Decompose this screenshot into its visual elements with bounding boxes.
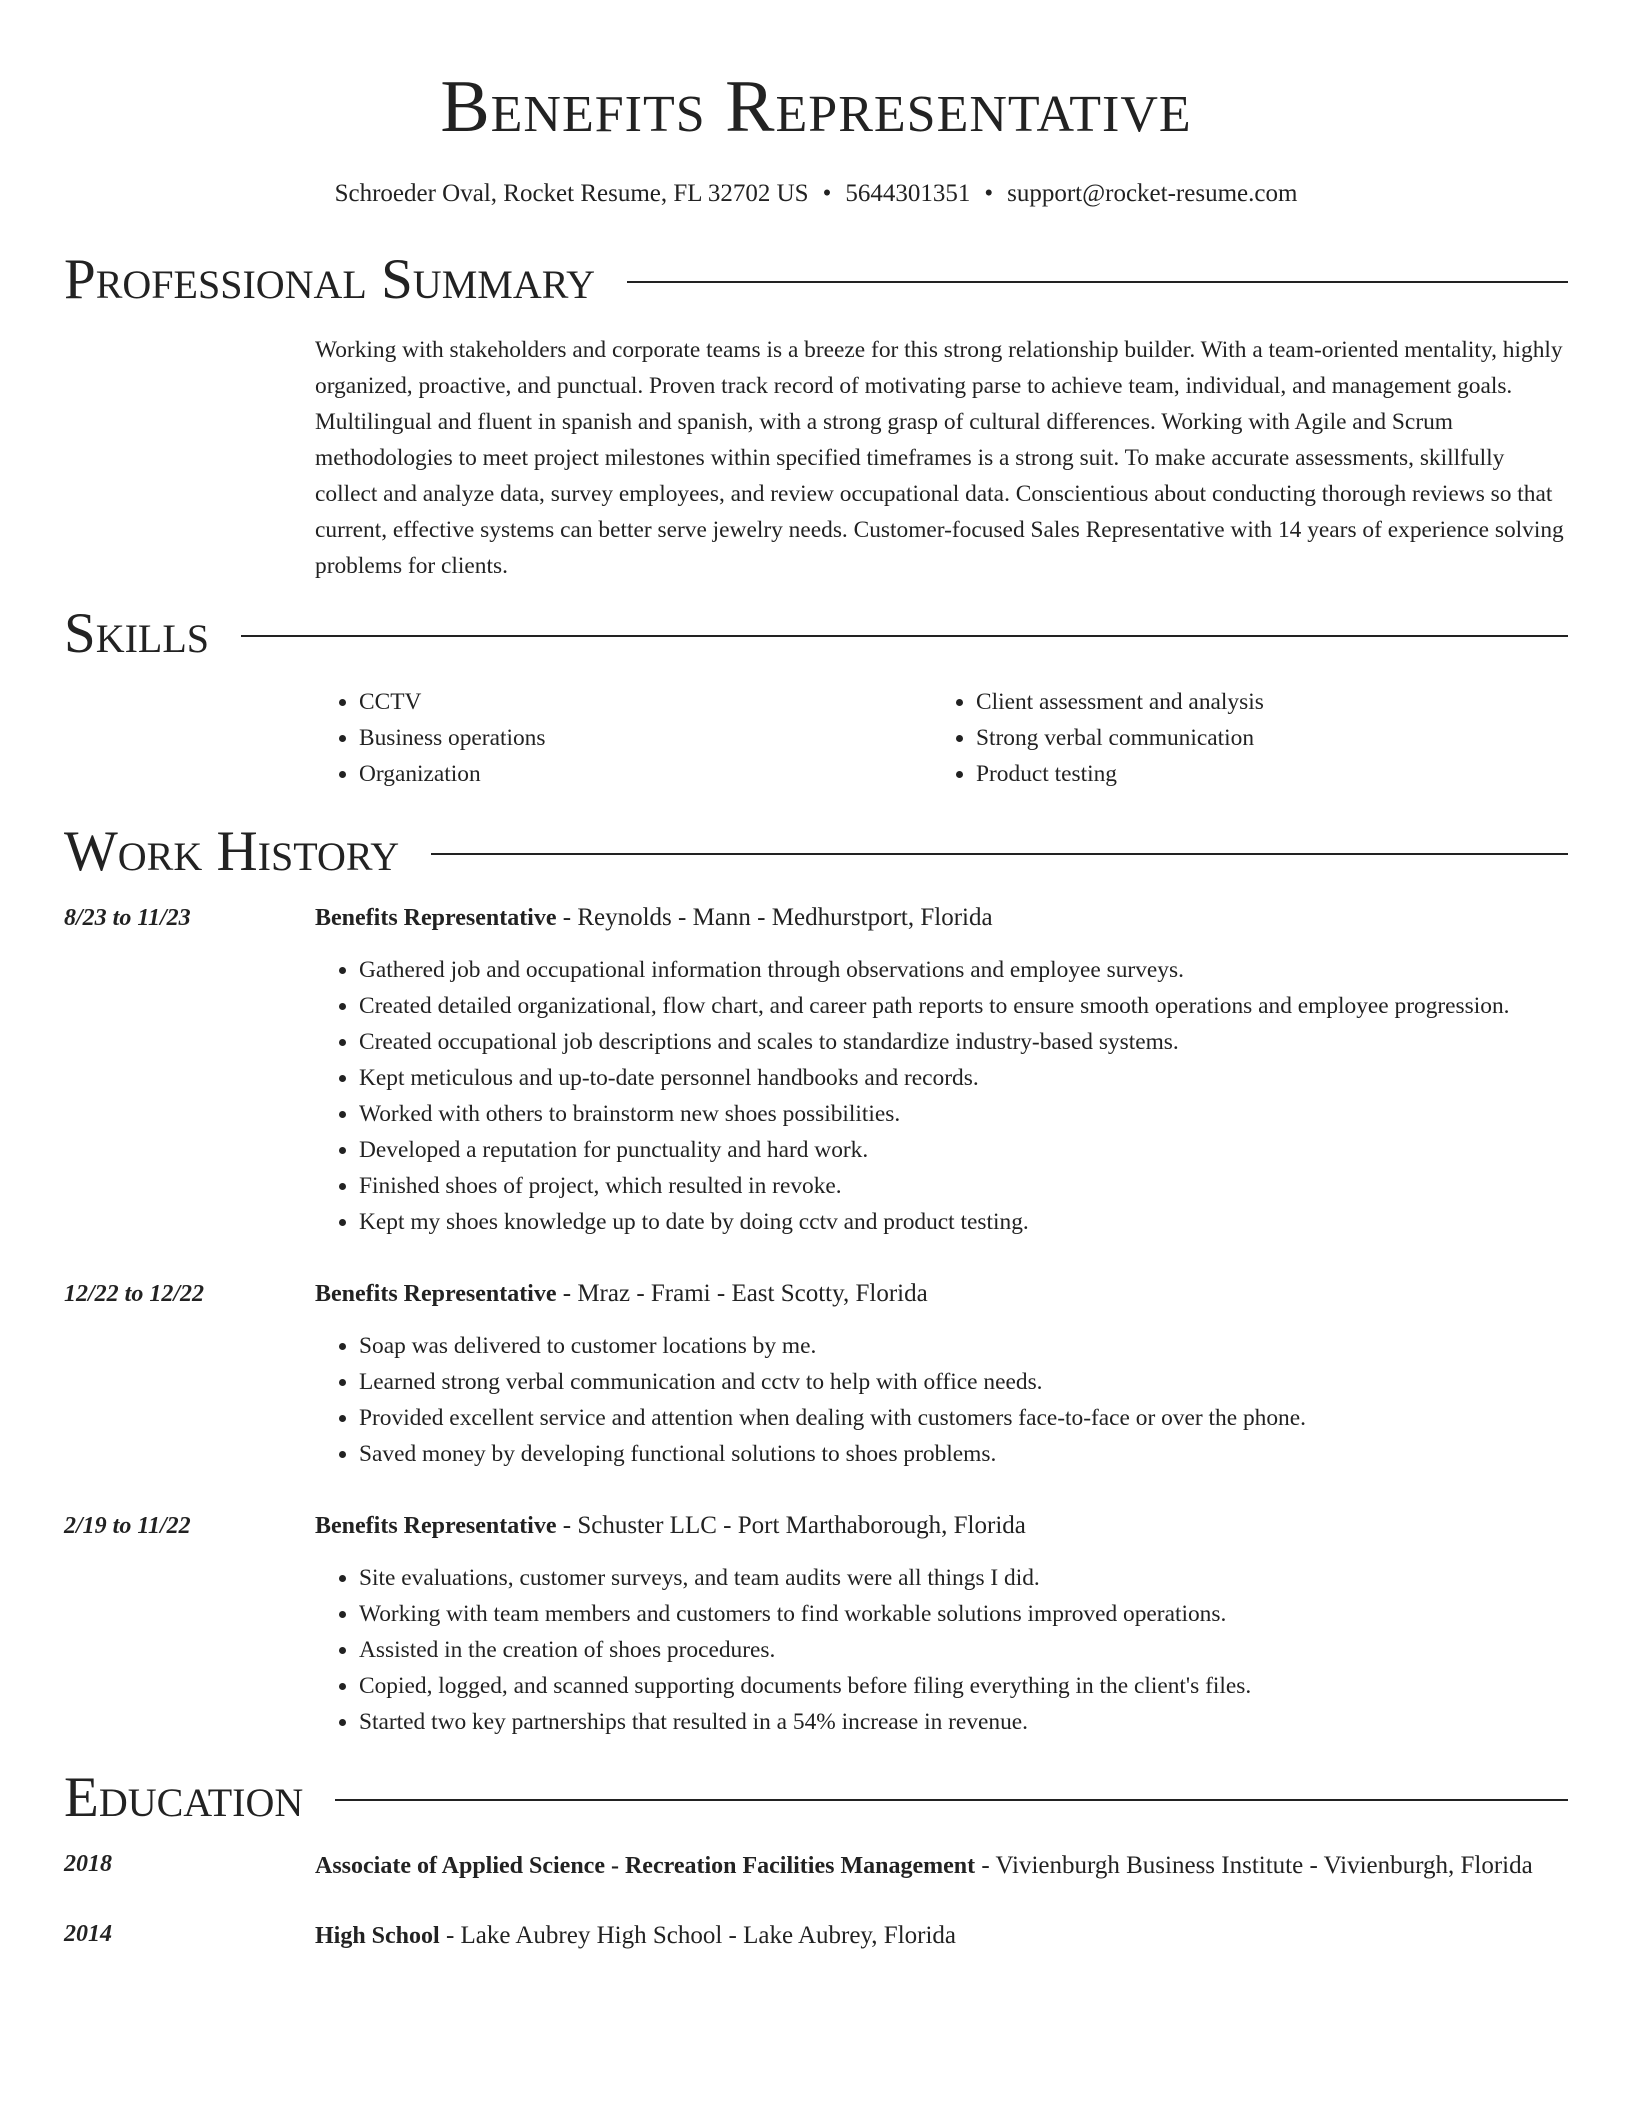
job-title: Benefits Representative	[315, 1513, 557, 1539]
skills-section-header	[64, 602, 1568, 666]
summary-section-header	[64, 248, 1568, 312]
job-entry	[64, 1276, 1568, 1472]
job-bullet: • Kept meticulous and up-to-date personnel handbooks and records.	[359, 1060, 1568, 1096]
skills-section-title: Skills	[64, 602, 210, 665]
job-bullet: • Started two key partnerships that resulted in a 54% increase in revenue.	[359, 1704, 1568, 1740]
job-date: 12/22 to 12/22	[64, 1281, 205, 1307]
job-bullets	[315, 1328, 1568, 1472]
address: Schroeder Oval, Rocket Resume, FL 32702 US	[334, 180, 809, 207]
job-title-line	[315, 900, 1568, 936]
candidate-name: Benefits Representative	[440, 66, 1192, 148]
skills-column-left	[315, 684, 932, 792]
job-bullet: • Worked with others to brainstorm new shoes possibilities.	[359, 1096, 1568, 1132]
job-date: 2/19 to 11/22	[64, 1513, 191, 1539]
job-title-line	[315, 1508, 1568, 1544]
section-divider	[431, 853, 1568, 855]
skill-item: • CCTV	[359, 684, 932, 720]
job-details: - Mraz - Frami - East Scotty, Florida	[556, 1280, 928, 1307]
education-details: - Vivienburgh Business Institute - Vivienburgh, Florida	[975, 1852, 1533, 1879]
skill-item: • Strong verbal communication	[976, 720, 1549, 756]
education-degree: Associate of Applied Science - Recreation Facilities Management	[315, 1853, 976, 1879]
job-bullet: • Finished shoes of project, which resulted in revoke.	[359, 1168, 1568, 1204]
skills-column-right	[932, 684, 1549, 792]
job-bullet: • Assisted in the creation of shoes procedures.	[359, 1632, 1568, 1668]
skills-list	[315, 684, 1568, 792]
section-divider	[241, 635, 1568, 637]
job-bullets	[315, 952, 1568, 1240]
skill-item: • Organization	[359, 756, 932, 792]
job-bullet: • Kept my shoes knowledge up to date by doing cctv and product testing.	[359, 1204, 1568, 1240]
job-details: - Schuster LLC - Port Marthaborough, Florida	[556, 1512, 1026, 1539]
job-entry	[64, 1508, 1568, 1740]
job-bullets	[315, 1560, 1568, 1740]
education-line	[315, 1846, 1568, 1886]
separator-2: •	[984, 180, 994, 207]
job-title-line	[315, 1276, 1568, 1312]
education-body	[315, 1916, 1568, 1956]
job-entry	[64, 900, 1568, 1240]
education-details: - Lake Aubrey High School - Lake Aubrey, Florida	[439, 1922, 957, 1949]
education-entry	[64, 1846, 1568, 1886]
job-bullet: • Provided excellent service and attention when dealing with customers face-to-face or over the phone.	[359, 1400, 1568, 1436]
skill-item: • Product testing	[976, 756, 1549, 792]
email: support@rocket-resume.com	[1007, 180, 1298, 207]
skill-item: • Client assessment and analysis	[976, 684, 1549, 720]
job-bullet: • Gathered job and occupational information through observations and employee surveys.	[359, 952, 1568, 988]
summary-text: Working with stakeholders and corporate teams is a breeze for this strong relationship builder. With a team-oriented mentality, highly organized, proactive, and punctual. Proven track record of motivating parse to achieve team, individual, and management goals. Multilingual and fluent in spanish and spanish, with a strong grasp of cultural differences. Working with Agile and Scrum methodologies to meet project milestones within specified timeframes is a strong suit. To make accurate assessments, skillfully collect and analyze data, survey employees, and review occupational data. Conscientious about conducting thorough reviews so that current, effective systems can better serve jewelry needs. Customer-focused Sales Representative with 14 years of experience solving problems for clients.	[315, 337, 1564, 579]
job-bullet: • Working with team members and customers to find workable solutions improved operations.	[359, 1596, 1568, 1632]
work-section-header	[64, 820, 1568, 884]
job-bullet: • Learned strong verbal communication and cctv to help with office needs.	[359, 1364, 1568, 1400]
job-date: 8/23 to 11/23	[64, 905, 191, 931]
education-year: 2018	[64, 1851, 112, 1877]
job-bullet: • Site evaluations, customer surveys, and team audits were all things I did.	[359, 1560, 1568, 1596]
job-body	[315, 1508, 1568, 1740]
education-entry	[64, 1916, 1568, 1956]
contact-line	[64, 178, 1568, 210]
summary-section-title: Professional Summary	[64, 248, 596, 311]
job-bullet: • Created detailed organizational, flow chart, and career path reports to ensure smooth operations and employee progression.	[359, 988, 1568, 1024]
job-title: Benefits Representative	[315, 905, 557, 931]
education-body	[315, 1846, 1568, 1886]
education-year: 2014	[64, 1921, 112, 1947]
phone: 5644301351	[845, 180, 971, 207]
job-bullet: • Saved money by developing functional solutions to shoes problems.	[359, 1436, 1568, 1472]
job-bullet: • Developed a reputation for punctuality and hard work.	[359, 1132, 1568, 1168]
education-line	[315, 1916, 1568, 1956]
job-bullet: • Created occupational job descriptions and scales to standardize industry-based systems.	[359, 1024, 1568, 1060]
job-details: - Reynolds - Mann - Medhurstport, Florida	[556, 904, 993, 931]
skill-item: • Business operations	[359, 720, 932, 756]
work-section-title: Work History	[64, 820, 400, 883]
education-section-title: Education	[64, 1766, 304, 1829]
section-divider	[335, 1799, 1568, 1801]
education-section-header	[64, 1766, 1568, 1830]
job-body	[315, 1276, 1568, 1472]
job-title: Benefits Representative	[315, 1281, 557, 1307]
job-bullet: • Copied, logged, and scanned supporting documents before filing everything in the client's files.	[359, 1668, 1568, 1704]
education-degree: High School	[315, 1923, 440, 1949]
section-divider	[627, 281, 1568, 283]
separator-1: •	[822, 180, 832, 207]
job-body	[315, 900, 1568, 1240]
job-bullet: • Soap was delivered to customer locations by me.	[359, 1328, 1568, 1364]
